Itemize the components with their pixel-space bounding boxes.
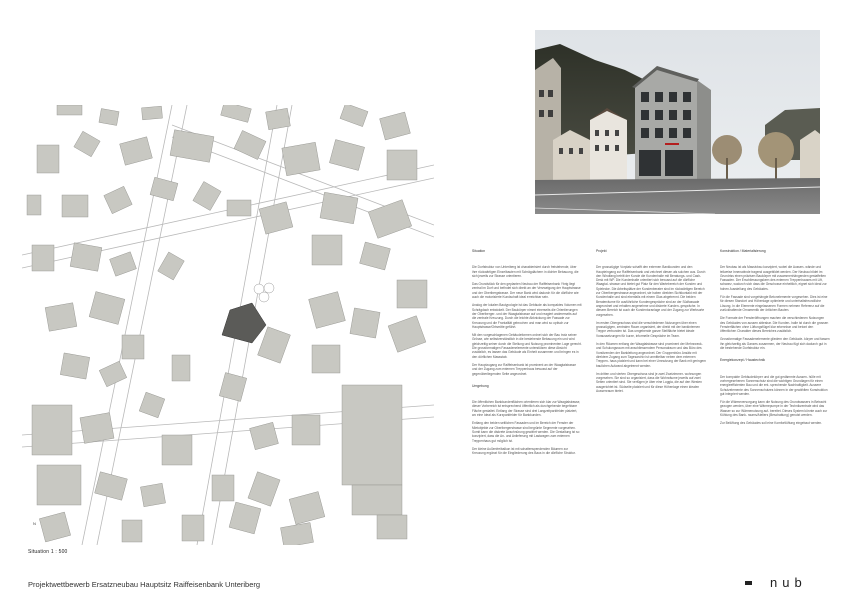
building (193, 181, 221, 210)
building (27, 195, 41, 215)
building (350, 308, 380, 338)
building (32, 245, 54, 271)
heading-konstruktion: Konstruktion / Materialisierung (720, 249, 766, 253)
building (309, 292, 346, 329)
building (122, 335, 144, 359)
heading-projekt: Projekt (596, 249, 607, 253)
building (342, 385, 402, 485)
paragraph: Für die Wärmeversorgung kann die Nutzung des Grundwassers in Betracht gezogen werden, über eine Wärmepumpe in der Technikzentrale wird das Wasser so zur Wärmenutzung auf- bereitet. Dieses System könnte auch zur Kühlung des Bank- raums/Ateliers (Beschattung) genutzt werden. (720, 400, 828, 418)
building (104, 186, 132, 213)
building (212, 475, 234, 501)
building (60, 353, 89, 379)
paragraph: Die Dorfstruktur von Unteriberg ist charakterisiert durch freistehende, über ihre rückwärtigen Einzelbauten mit Schrägdächern in dichter Bebauung, die sich jeweils zur Strasse orientieren. (472, 265, 579, 278)
building (162, 435, 192, 465)
scale-label: Situation 1 : 500 (28, 549, 68, 555)
building (37, 145, 59, 173)
heading-umgebung: Umgebung (472, 383, 489, 388)
building (221, 105, 252, 122)
building (388, 316, 426, 353)
building (89, 292, 125, 325)
building (122, 520, 142, 542)
building (229, 502, 261, 534)
building (234, 130, 266, 159)
paragraph: Der kompakte Gebäudekörper und die gut gedämmte Aussen- hülle mit vorhergesehenen Sonnenschutz sind die wichtigen Grundlagen für einen energieeffizienten Bau und die ent- sprechende Nachhaltigkeit. Aussere Schutzelemente des Sonnenschutzes können in der gewählten Konstruktion gut integriert werden. (720, 374, 828, 396)
paragraph: Mit den vorgeschlagenen Gebäudeformen ordnet sich der Bau trotz seiner Grösse, wie selbstverständlich in die bestehende Bebauung ein und wird gleichzeitig seiner durch die Stellung und Nutzung prominenten Lage gerecht. Die grossformatigen Fassadenelemente unterstützen diese Absicht zusätzlich, es lassen das Gebäude als Einheit zusammen und bringen es in den dörflichen Massstab. (472, 333, 582, 359)
building (99, 361, 127, 387)
building (248, 472, 280, 507)
building (368, 200, 411, 239)
heading-situation: Situation (472, 249, 486, 253)
paragraph: Das Grundstück für den geplanten Neubau der Raiffeisenbank Ybrig liegt zentral im Dorf und befindet sich direkt an der Verzweigung der Hauptstrasse und der Oberibergstrasse. Der neue Bank wird dadurch für die dörfliche wie auch die motorisierte Kundschaft ideal erreichbar sein. (472, 282, 581, 300)
tree (259, 292, 269, 302)
building (140, 483, 165, 507)
building (99, 109, 119, 126)
paragraph: Der Neubau ist als Massivbau konzipiert, wobei die Aussen- wände und teilweise Innenwände tragend ausgebildet werden. Der Neubau bildet im Grundriss einen präzisen Baukörper mit zusammenhängenden gestaffelten Fassaden. Der Erschliessungskern des externen Treppenhauses mit Lift, schwarz, wodurch sich dass die Geschosse einheitlich, eignet sich ideal zur hohen Ausstellung des Gebäudes. (720, 265, 827, 291)
text-column-projekt (596, 249, 706, 397)
building (70, 243, 102, 271)
paragraph: Der kleine Außenfreibalkon ist mit schattenspendenden Bäumen zur Kreuzung ergänzt für die Eingliederung des Baus in die dörfliche Struktur. (472, 446, 576, 456)
logo-mark (745, 581, 752, 585)
paragraph: Grossformatige Fassadenelemente gliedern den Gebäude- körper und fassen ihn gleichzeitig als Ganzes zusammen, der Neubau fügt sich dadurch gut in die bestehende Dorfstruktur ein. (720, 337, 830, 351)
site-plan (22, 105, 434, 545)
building (387, 150, 417, 180)
photo-rendering (535, 30, 820, 214)
building (250, 422, 279, 449)
building (37, 465, 81, 505)
building (139, 392, 165, 418)
building (80, 413, 114, 444)
logo-text: nub (770, 575, 807, 590)
north-label: N (33, 521, 36, 526)
building (312, 235, 342, 265)
building (158, 252, 185, 280)
building (95, 472, 128, 500)
heading-energiekonzept: Energiekonzept / Haustechnik (720, 358, 766, 363)
building (120, 137, 153, 165)
building-photo (535, 30, 820, 214)
building (280, 523, 313, 545)
text-column-konstruktion (720, 249, 830, 430)
new-building (222, 303, 266, 343)
building (258, 327, 291, 363)
north-arrow (33, 521, 36, 526)
text-column-situation (472, 249, 582, 459)
building (45, 303, 77, 331)
building (259, 202, 293, 234)
building (397, 280, 427, 308)
site-plan-drawing (22, 105, 434, 545)
paragraph: Im dritten und vierten Obergeschoss sind je zwei Zweizimmer- wohnungen vorgesehen. Sie sind so organisiert, dass die Wohnräume jeweils auf zwei Seiten orientiert sind. Sie verfügen je über eine Loggia, die auf den Westen ausgerichtet ist. Südseite platziert und für diese Höhenlage einen idealen Aussenraum bietet. (596, 371, 702, 394)
paragraph: Der Hauptzugang zur Raiffeisenbank ist prominent an der Waagtalstrasse und der Zugang zum externen Treppenhaus bewusst auf der gegenüberliegenden Seite angeordnet. (472, 362, 577, 376)
building (62, 195, 88, 217)
building (340, 105, 368, 127)
paragraph: Der grosszügige Vorplatz schafft den externen Bankkunden und den Haupteingang zur Raiffeisenbank und zeichnet diesen als solchen aus. Durch den Windfang betritt der Kunde die Kundenhalle mit Beratungs- und Cash-Desk mit WP. Die Kundenhalle orientiert sich bewusst auf die dörfliche Waagtal- strasse und bietet gut Platz für den Wartebereich der Kunden und Spielecke. Die Arbeitsplätze der Kundenberater sind im rückwärtigen Bereich zur Oberibergerstrasse angeordnet, sie haben direkten Sichtkontakt mit der Kundenhalle und sind ebenfalls mit einem Glas abgetrennt. Die beiden Beraterräume für ausführliche Kundengespräche sind an der Südfassade angeordnet und erhalten angenehme und diskrete Kunden- gespräche. In diesem Bereich ist auch die Kundentoranlage und der Zugang zur Werksorte vorgesehen. (596, 265, 706, 317)
building (329, 140, 364, 171)
building (312, 345, 340, 373)
building (39, 512, 70, 542)
paragraph: Entlang den beiden seitlichen Fassaden und im Bereich der Fenster der Mietobjekte zur Oberibergerstrasse sind begrünte Segmente vorgesehen. Somit kann die diskrete Anschnürung gewährt werden. Die Gestaltung ist so konzipiert, dass die An- und Anlieferung mit Lastwagen zum externen Treppenhaus gut möglich ist. (472, 421, 580, 443)
building (266, 108, 291, 130)
building (74, 131, 100, 157)
building (32, 405, 72, 455)
building (282, 142, 320, 175)
paragraph: Die öffentlichen Bankkundenflächen orientieren sich klar zur Waagtalstrasse, dieser Vorbereich ist entsprechend öffentlich als durchgehende begehbare Fläche gestaltet. Entlang der Strasse sind drei Langzeitparkfelder platziert, wo eine Ideal als Kurzparkfelder für Bankkunden. (472, 400, 581, 418)
building (380, 112, 411, 140)
paragraph: Zur Belüftung des Gebäudes soll eine Komfortlüftung eingebaut werden. (720, 421, 823, 426)
building (227, 200, 251, 216)
building (292, 415, 320, 445)
paragraph: Im ersten Obergeschoss sind die verschiedenen Nutzungen über einen grosszügigen, zentralen Raum organisiert, der direkt mit der bankinternen Treppe verbunden ist. Das umgebende ganze Stellfläche bietet ideale Voraussetzungen für kurze, informelle Gespräche im Team. (596, 320, 701, 338)
building (150, 177, 178, 201)
paragraph: Analog der lokalen Bautypologie ist das Gebäude als kompaktes Volumen mit Schrägdach entwickelt. Der Baukörper nimmt einerseits die Orientierungen der Oberiberger- und der Waagtalstrasse auf und reagiert andererseits auf die zentrale Kreuzung. Durch die leichte Abknickung der Fassade zur Kreuzung und die Frontalität gebrochen und man wird so optisch zur Hauptstrasse/Ortsmitte geführt. (472, 303, 582, 329)
building (289, 492, 325, 525)
paragraph: Die Formate der Fensteröffnungen machen die verschiedenen Nutzungen des Gebäudes von aussen ablesbar. Die Kunden- halle ist durch die grossen Fensterflächen ohne Lüftungsflügel klar erkennbar und betont den öffentlichen Charakter dieses Bereiches zusätzlich. (720, 316, 829, 334)
building (360, 242, 391, 270)
building (352, 485, 402, 515)
building (182, 515, 204, 541)
building (172, 355, 190, 381)
paragraph: Für die Fassade sind vorgehängte Betonelemente vorgesehen. Dies ist eine für diesen Standort und Höhenlage optimierte und unterhaltsfreundliche Lösung. In die Elemente eingelassenen Formen nehmen Referenz auf die zurückhaltende Ornamentik der örtlichen Bauten. (720, 295, 828, 312)
building (142, 106, 163, 120)
building (377, 515, 407, 539)
project-title: Projektwettbewerb Ersatzneubau Hauptsitz Raiffeisenbank Unteriberg (28, 580, 261, 589)
building (57, 105, 82, 115)
building (110, 252, 137, 276)
tree (264, 283, 274, 293)
paragraph: In den Räumen entlang der Waagtalstrasse sind prominent der Mehrzweck- und Schulungsraum mit anschliessendem Personalraum und das Büro des Vorsitzenden der Bankleitung angeordnet. Der Gruppenbüro Ansätz mit direktem Zugang zum Tagesarchiv ist unmittelbar neben dem externen Treppen- haus platziert und kann bei einer Umnutzung der Bank mit geringem baulichen Aufwand abgetrennt werden. (596, 342, 706, 368)
building (320, 192, 358, 224)
